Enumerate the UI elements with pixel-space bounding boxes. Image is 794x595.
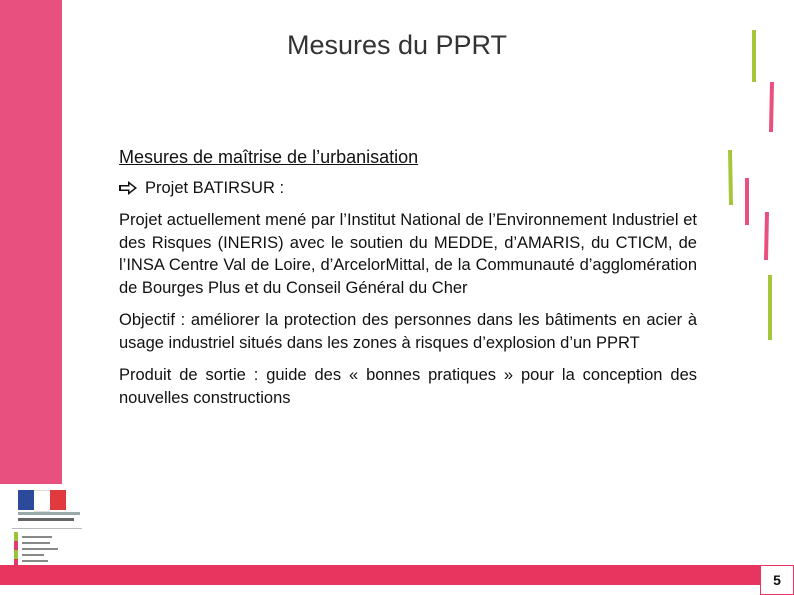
section-subtitle: Mesures de maîtrise de l’urbanisation — [119, 147, 419, 167]
paragraph-objective: Objectif : améliorer la protection des personnes dans les bâtiments en acier à usage industriel situés dans les zones à risques d’explosion d’un PPRT — [119, 311, 697, 352]
ministry-logo — [8, 484, 84, 574]
paragraph-output: Produit de sortie : guide des « bonnes pratiques » pour la conception des nouvelles constructions — [119, 366, 697, 407]
content-area — [119, 146, 697, 419]
paragraph-project: Projet actuellement mené par l’Institut National de l’Environnement Industriel et des Risques (INERIS) avec le soutien du MEDDE, d’AMARIS, du CTICM, de l’INSA Centre Val de Loire, d’ArcelorMittal, de la Communauté d’agglomération de Bourges Plus et du Conseil Général du Cher — [119, 211, 697, 297]
decorative-stripes — [720, 20, 794, 350]
arrow-right-icon — [119, 181, 137, 195]
page-title: Mesures du PPRT — [286, 30, 508, 60]
left-pink-band — [0, 0, 62, 484]
page-number: 5 — [760, 565, 794, 595]
bullet-label: Projet BATIRSUR : — [145, 178, 285, 197]
bullet-item — [119, 177, 697, 200]
bottom-bar — [0, 565, 794, 585]
